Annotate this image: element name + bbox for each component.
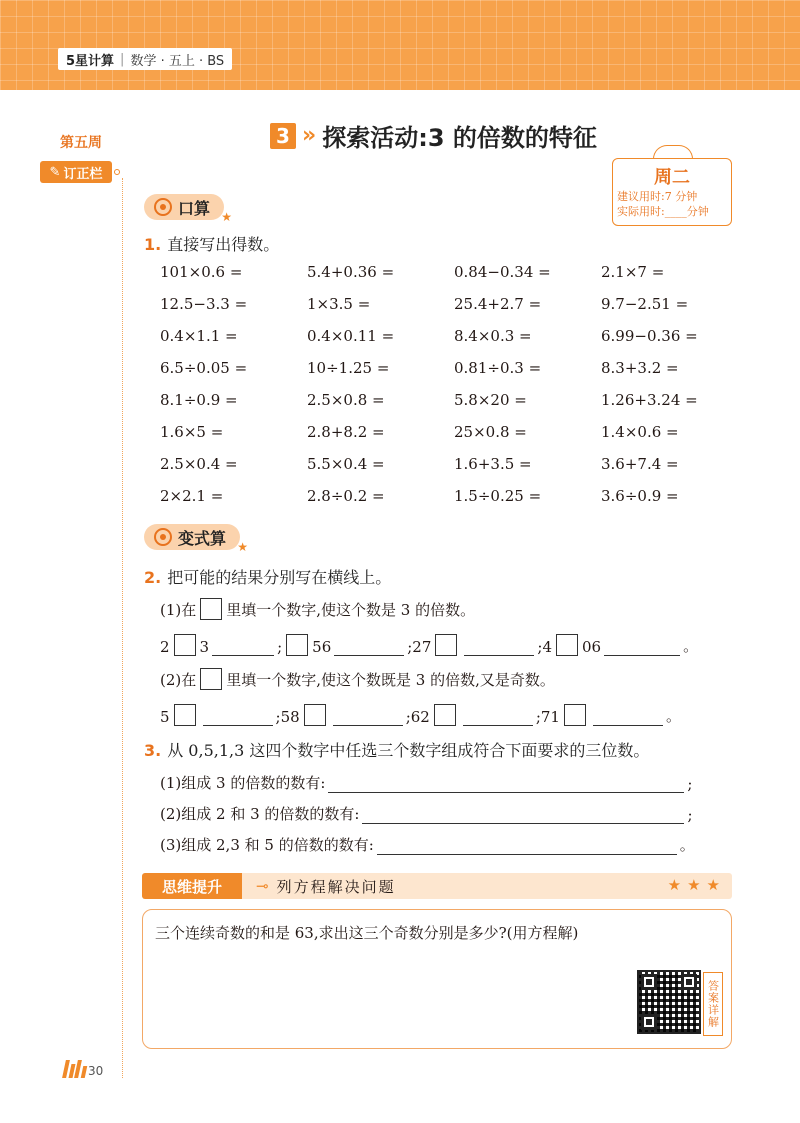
calc-item: 25×0.8 = [454,423,527,441]
bullet-icon: ⊸ [256,877,271,895]
separator: | [120,51,125,67]
calc-item: 8.1÷0.9 = [160,391,238,409]
calc-item: 1.6×5 = [160,423,224,441]
card-hanger [653,145,693,159]
question-text: 直接写出得数。 [167,235,280,254]
qr-finder [681,974,697,990]
calc-item: 2.8+8.2 = [307,423,385,441]
digit-text: 56 [312,638,332,656]
answer-blank[interactable] [328,775,684,793]
qr-code[interactable] [637,970,701,1034]
calc-item: 25.4+2.7 = [454,295,542,313]
calc-item: 2.8÷0.2 = [307,487,385,505]
calculation-grid [160,262,740,507]
answer-blank[interactable] [464,638,534,656]
week-label: 第五周 [60,135,102,151]
calc-item: 1.6+3.5 = [454,455,532,473]
calc-item: 2.5×0.4 = [160,455,238,473]
calc-item: 1.26+3.24 = [601,391,698,409]
difficulty-stars: ★★★ [667,876,726,894]
suggested-time: 建议用时:7 分钟 [617,190,698,203]
calc-item: 12.5−3.3 = [160,295,248,313]
thinking-topic-area [242,873,732,899]
answer-blank[interactable] [362,806,684,824]
digit-text: 06 [582,638,602,656]
question-number: 2. [144,568,162,587]
book-stack-icon [64,1060,86,1078]
target-icon [154,528,172,546]
digit-box[interactable] [434,704,456,726]
digit-box[interactable] [200,598,222,620]
digit-text: ;62 [405,708,430,726]
digit-box[interactable] [200,668,222,690]
answer-detail-tag: 答案详解 [703,972,723,1036]
part-label: (2)组成 2 和 3 的倍数的数有: [160,805,360,823]
answer-blank[interactable] [377,837,677,855]
answer-blank[interactable] [334,638,404,656]
margin-divider [122,178,123,1078]
pencil-icon: ✎ [49,164,61,180]
digit-box[interactable] [174,704,196,726]
calc-item: 1.4×0.6 = [601,423,679,441]
thinking-question: 三个连续奇数的和是 63,求出这三个奇数分别是多少?(用方程解) [155,924,579,942]
section-oral-label: 口算 [178,198,211,218]
calc-item: 2×2.1 = [160,487,224,505]
answer-blank[interactable] [593,708,663,726]
qr-finder [641,1014,657,1030]
section-oral [144,194,233,224]
question-number: 3. [144,741,162,760]
qr-finder [641,974,657,990]
subject-label: 数学 · 五上 · BS [130,53,225,69]
thinking-problem-box [142,909,732,1049]
answer-blank[interactable] [333,708,403,726]
q2-row2 [160,704,681,726]
punct: 。 [665,707,681,725]
punct: 。 [683,637,699,655]
calc-item: 1×3.5 = [307,295,371,313]
calc-item: 101×0.6 = [160,263,243,281]
calc-item: 8.3+3.2 = [601,359,679,377]
answer-blank[interactable] [604,638,680,656]
lesson-title-text: 探索活动:3 的倍数的特征 [322,124,597,152]
lesson-title [270,118,597,153]
thinking-topic: 列方程解决问题 [276,877,396,896]
digit-text: 3 [199,638,210,656]
brand-label: 5星计算 [66,53,115,69]
lesson-number: 3 [270,123,296,149]
calc-item: 0.4×1.1 = [160,327,238,345]
calc-item: 6.5÷0.05 = [160,359,248,377]
calc-item: 5.5×0.4 = [307,455,385,473]
calc-item: 5.8×20 = [454,391,527,409]
thinking-tag: 思维提升 [142,873,242,899]
digit-text: ;58 [275,708,300,726]
calc-item: 6.99−0.36 = [601,327,698,345]
question-1 [144,232,279,255]
section-variant-label: 变式算 [178,528,227,548]
series-tag [58,48,232,70]
answer-blank[interactable] [203,708,273,726]
calc-item: 2.1×7 = [601,263,665,281]
instruction-suffix: 里填一个数字,使这个数是 3 的倍数。 [226,601,476,619]
calc-item: 1.5÷0.25 = [454,487,542,505]
question-number: 1. [144,235,162,254]
digit-text: ;71 [535,708,560,726]
question-text: 把可能的结果分别写在横线上。 [167,568,392,587]
chevron-icon: » [302,123,317,148]
page-number [64,1060,103,1078]
digit-text: 5 [160,708,170,726]
answer-blank[interactable] [463,708,533,726]
instruction-prefix: (2)在 [160,671,197,689]
q2-part2-instruction [160,668,555,690]
calc-item: 2.5×0.8 = [307,391,385,409]
part-label: (3)组成 2,3 和 5 的倍数的数有: [160,836,374,854]
digit-box[interactable] [435,634,457,656]
question-3 [144,738,649,761]
punct: ; [277,638,283,656]
q3-part3 [160,834,695,855]
question-text: 从 0,5,1,3 这四个数字中任选三个数字组成符合下面要求的三位数。 [167,741,650,760]
day-label: 周二 [654,167,690,188]
digit-box[interactable] [286,634,308,656]
q2-row1 [160,634,698,656]
day-card [612,158,732,226]
actual-time: 实际用时:____分钟 [617,205,709,218]
calc-item: 0.84−0.34 = [454,263,551,281]
digit-box[interactable] [556,634,578,656]
q3-part1 [160,772,692,793]
calc-item: 9.7−2.51 = [601,295,689,313]
calc-item: 0.4×0.11 = [307,327,395,345]
correction-column-tag [40,161,112,183]
digit-text: ;4 [537,638,552,656]
header-band [0,0,800,90]
calc-item: 10÷1.25 = [307,359,390,377]
digit-box[interactable] [304,704,326,726]
thinking-section-bar [142,873,732,899]
digit-text: ;27 [407,638,432,656]
question-2 [144,565,391,588]
star-icon: ★ [221,210,233,224]
calc-item: 3.6÷0.9 = [601,487,679,505]
digit-box[interactable] [564,704,586,726]
calc-item: 0.81÷0.3 = [454,359,542,377]
digit-text: 2 [160,638,170,656]
star-icon: ★ [237,540,249,554]
instruction-suffix: 里填一个数字,使这个数既是 3 的倍数,又是奇数。 [226,671,555,689]
stopwatch-icon [154,198,172,216]
punct: ; [687,775,693,793]
digit-box[interactable] [174,634,196,656]
punct: 。 [679,836,695,854]
calc-item: 5.4+0.36 = [307,263,395,281]
calc-item: 3.6+7.4 = [601,455,679,473]
part-label: (1)组成 3 的倍数的数有: [160,774,326,792]
q3-part2 [160,803,693,824]
calc-item: 8.4×0.3 = [454,327,532,345]
q2-part1-instruction [160,598,475,620]
answer-blank[interactable] [212,638,274,656]
section-variant [144,524,249,554]
punct: ; [687,806,693,824]
instruction-prefix: (1)在 [160,601,197,619]
page-number-text: 30 [88,1064,104,1078]
connector-dot [114,169,120,175]
correction-label: 订正栏 [63,166,103,182]
